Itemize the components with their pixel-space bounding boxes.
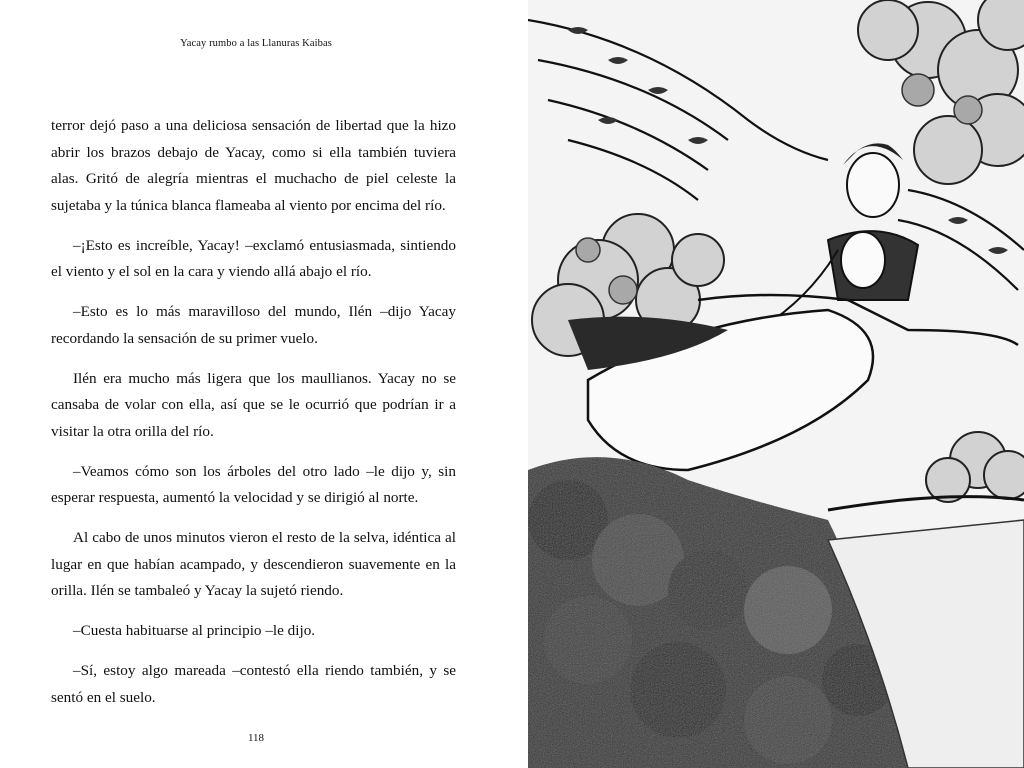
page-number: 118 — [247, 732, 265, 744]
paragraph: –Sí, estoy algo mareada –contestó ella riendo también, y se sentó en el suelo. — [51, 662, 456, 706]
paragraph: terror dejó paso a una deliciosa sensación de libertad que la hizo abrir los brazos debajo de Yacay, como si ella también tuviera alas. Gritó de alegría mientras el muchacho de piel celeste la sujetaba y la túnica blanca flameaba al viento por encima del río. — [51, 117, 456, 214]
right-page — [512, 0, 1024, 768]
running-head: Yacay rumbo a las Llanuras Kaibas — [180, 38, 332, 49]
paragraph: Ilén era mucho más ligera que los maullianos. Yacay no se cansaba de volar con ella, así que se le ocurrió que podrían ir a visitar la otra orilla del río. — [51, 369, 456, 440]
body-text — [51, 113, 456, 725]
paragraph: –Esto es lo más maravilloso del mundo, Ilén –dijo Yacay recordando la sensación de su primer vuelo. — [51, 303, 456, 347]
paragraph: –Cuesta habituarse al principio –le dijo. — [73, 622, 316, 639]
paragraph: Al cabo de unos minutos vieron el resto de la selva, idéntica al lugar en que habían acampado, y descendieron suavemente en la orilla. Ilén se tambaleó y Yacay la sujetó riendo. — [51, 529, 456, 599]
paragraph: –¡Esto es increíble, Yacay! –exclamó entusiasmada, sintiendo el viento y el sol en la cara y viendo allá abajo el río. — [51, 236, 456, 280]
flying-characters-illustration — [528, 0, 1024, 768]
paragraph: –Veamos cómo son los árboles del otro lado –le dijo y, sin esperar respuesta, aumentó la velocidad y se dirigió al norte. — [51, 462, 456, 506]
